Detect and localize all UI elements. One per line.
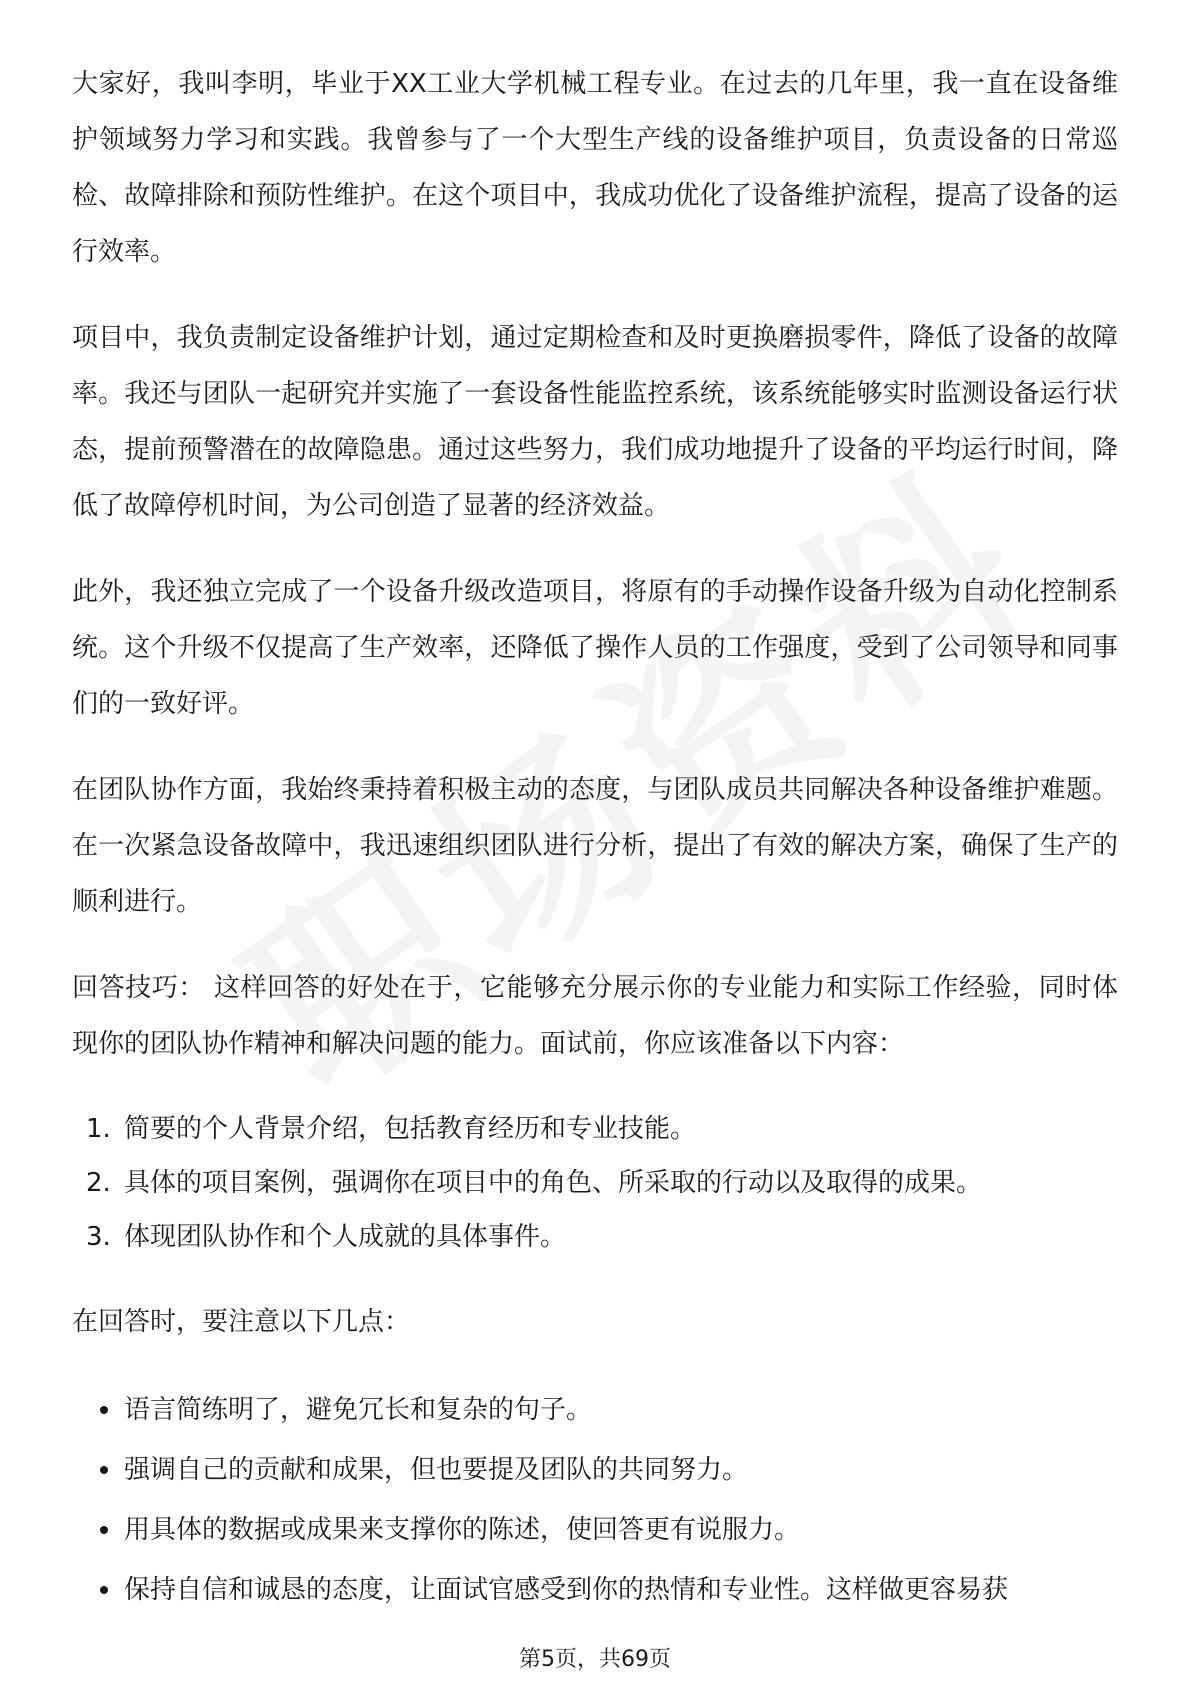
bullet-list: [72, 1380, 1118, 1620]
paragraph-notes-intro: 在回答时，要注意以下几点：: [72, 1307, 411, 1337]
list-item-text: 具体的项目案例，强调你在项目中的角色、所采取的行动以及取得的成果。: [124, 1168, 983, 1198]
list-number: 2.: [86, 1168, 111, 1198]
list-item: [72, 1210, 1118, 1264]
list-item: [72, 1500, 1118, 1560]
list-item: [72, 1560, 1118, 1620]
bullet-icon: [100, 1586, 108, 1594]
list-item: [72, 1440, 1118, 1500]
list-item-text: 强调自己的贡献和成果，但也要提及团队的共同努力。: [124, 1455, 749, 1485]
list-number: 1.: [86, 1114, 111, 1144]
ordered-list: [72, 1102, 1118, 1264]
list-item: [72, 1380, 1118, 1440]
list-item-text: 体现团队协作和个人成就的具体事件。: [124, 1222, 567, 1252]
paragraph-intro: 大家好，我叫李明，毕业于XX工业大学机械工程专业。在过去的几年里，我一直在设备维护领域努力学习和实践。我曾参与了一个大型生产线的设备维护项目，负责设备的日常巡检、故障排除和预防性维护。在这个项目中，我成功优化了设备维护流程，提高了设备的运行效率。: [72, 69, 1118, 267]
list-item-text: 用具体的数据或成果来支撑你的陈述，使回答更有说服力。: [124, 1515, 801, 1545]
page-footer: 第5页，共69页: [519, 1647, 671, 1672]
list-number: 3.: [86, 1222, 111, 1252]
paragraph-teamwork: 在团队协作方面，我始终秉持着积极主动的态度，与团队成员共同解决各种设备维护难题。在一次紧急设备故障中，我迅速组织团队进行分析，提出了有效的解决方案，确保了生产的顺利进行。: [72, 775, 1118, 917]
document-body: [72, 56, 1118, 1620]
paragraph-project: 项目中，我负责制定设备维护计划，通过定期检查和及时更换磨损零件，降低了设备的故障率。我还与团队一起研究并实施了一套设备性能监控系统，该系统能够实时监测设备运行状态，提前预警潜在的故障隐患。通过这些努力，我们成功地提升了设备的平均运行时间，降低了故障停机时间，为公司创造了显著的经济效益。: [72, 323, 1118, 521]
bullet-icon: [100, 1526, 108, 1534]
list-item-text: 语言简练明了，避免冗长和复杂的句子。: [124, 1395, 593, 1425]
bullet-icon: [100, 1406, 108, 1414]
list-item-text: 简要的个人背景介绍，包括教育经历和专业技能。: [124, 1114, 697, 1144]
paragraph-upgrade: 此外，我还独立完成了一个设备升级改造项目，将原有的手动操作设备升级为自动化控制系统。这个升级不仅提高了生产效率，还降低了操作人员的工作强度，受到了公司领导和同事们的一致好评。: [72, 577, 1118, 719]
list-item: [72, 1156, 1118, 1210]
paragraph-tips: 回答技巧： 这样回答的好处在于，它能够充分展示你的专业能力和实际工作经验，同时体现你的团队协作精神和解决问题的能力。面试前，你应该准备以下内容：: [72, 973, 1118, 1059]
list-item: [72, 1102, 1118, 1156]
bullet-icon: [100, 1466, 108, 1474]
list-item-text: 保持自信和诚恳的态度，让面试官感受到你的热情和专业性。这样做更容易获: [124, 1575, 1009, 1605]
